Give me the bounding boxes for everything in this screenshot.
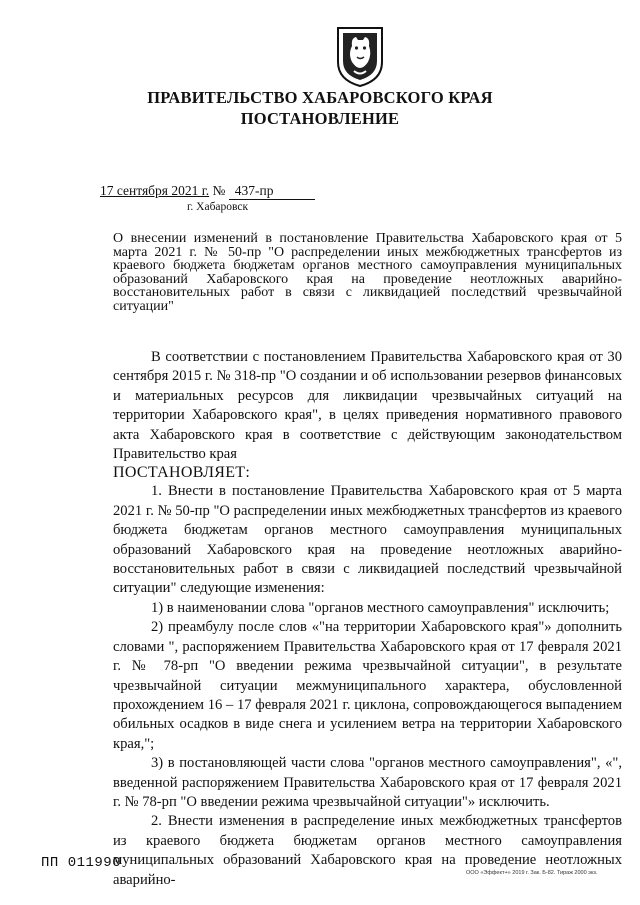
- document-number: 437-пр: [229, 183, 315, 200]
- paragraph-2: 2. Внести изменения в распределение иных межбюджетных трансфертов из краевого бюджета бюджетам органов местного самоуправления муниципальных образований Хабаровского края на проведение неотложных аварийно-: [113, 813, 622, 888]
- printer-imprint: ООО «Эффект+» 2019 г. Зак. Б-82. Тираж 2000 экз.: [466, 870, 598, 876]
- preamble-paragraph: В соответствии с постановлением Правительства Хабаровского края от 30 сентября 2015 г. № 318-пр "О создании и об использовании резервов финансовых и материальных ресурсов для ликвидации чрезвычайных ситуаций на территории Хабаровского края", в целях приведения нормативного правового акта Хабаровского края в соответствие с действующим законодательством Правительство края: [113, 349, 622, 463]
- document-date: 17 сентября 2021 г.: [100, 183, 210, 198]
- paragraph-1: 1. Внести в постановление Правительства Хабаровского края от 5 марта 2021 г. № 50-пр "О распределении иных межбюджетных трансфертов из краевого бюджета бюджетам органов местного самоуправления муниципальных образований Хабаровского края на проведение неотложных аварийно-восстановительных работ в связи с ликвидацией последствий чрезвычайной ситуации" следующие изменения:: [113, 483, 622, 597]
- number-label: №: [212, 183, 226, 198]
- paragraph-1-item-1: 1) в наименовании слова "органов местного самоуправления" исключить;: [151, 599, 610, 616]
- form-serial-code: ПП 011990: [41, 855, 122, 871]
- document-subject: О внесении изменений в постановление Правительства Хабаровского края от 5 марта 2021 г. № 50-пр "О распределении иных межбюджетных трансфертов из краевого бюджета бюджетам органов местного самоуправления муниципальных образований Хабаровского края на проведение неотложных аварийно-восстановительных работ в связи с ликвидацией последствий чрезвычайной ситуации": [113, 231, 622, 314]
- khabarovsk-krai-coat-of-arms-bear-icon: [334, 24, 386, 88]
- document-body: [113, 348, 622, 890]
- paragraph-1-item-3: 3) в постановляющей части слова "органов местного самоуправления", «", введенной распоряжением Правительства Хабаровского края от 17 февраля 2021 г. № 78-рп "О введении режима чрезвычайной ситуации"» исключить.: [113, 755, 622, 810]
- paragraph-1-item-2: 2) преамбулу после слов «"на территории Хабаровского края"» дополнить словами ", распоряжением Правительства Хабаровского края от 17 февраля 2021 г. № 78-рп "О введении режима чрезвычайной ситуации", в результате чрезвычайной ситуации межмуниципального характера, обусловленной прохождением 16 – 17 февраля 2021 г. циклона, сопровождающегося выпадением обильных осадков в виде снега и усилением ветра на территории Хабаровского края,";: [113, 619, 622, 752]
- government-title: ПРАВИТЕЛЬСТВО ХАБАРОВСКОГО КРАЯ: [147, 88, 493, 107]
- decree-word: ПОСТАНОВЛЯЕТ:: [113, 464, 251, 482]
- document-type-title: ПОСТАНОВЛЕНИЕ: [240, 109, 400, 128]
- city-label: г. Хабаровск: [187, 201, 249, 213]
- date-number-line: [100, 183, 315, 200]
